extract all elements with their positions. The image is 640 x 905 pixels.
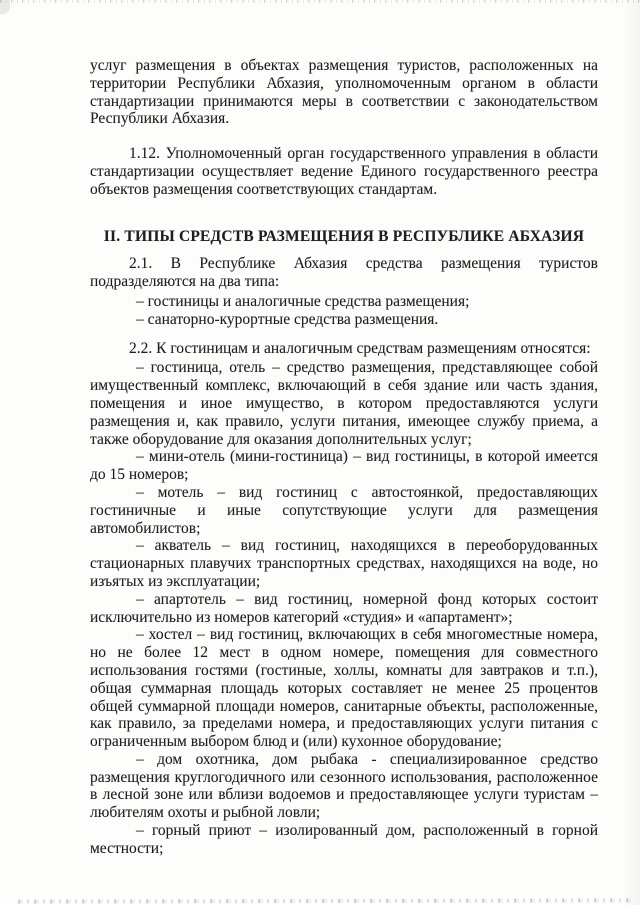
scan-artifact-top-edge xyxy=(0,0,640,3)
paragraph: 2.1. В Республике Абхазия средства размещения туристов подразделяются на два типа: xyxy=(90,255,598,291)
list-item: – санаторно-курортные средства размещения. xyxy=(136,310,439,328)
list-item: – гостиницы и аналогичные средства размещения; xyxy=(136,292,470,310)
list-item: – гостиница, отель – средство размещения, представляющее собой имущественный комплекс, включающий в себя здание или часть здания, помещения и иное имущество, в котором предоставляются услуги размещения и, как правило, услуги питания, имеющее службу приема, а также оборудование для оказания дополнительных услуг; xyxy=(90,359,598,448)
list-item: – апартотель – вид гостиниц, номерной фонд которых состоит исключительно из номеров категорий «студия» и «апартамент»; xyxy=(90,590,598,626)
section-heading: II. ТИПЫ СРЕДСТВ РАЗМЕЩЕНИЯ В РЕСПУБЛИКЕ АБХАЗИЯ xyxy=(103,227,585,245)
document-body xyxy=(90,57,598,858)
list-item: – хостел – вид гостиниц, включающих в себя многоместные номера, но не более 12 мест в одном номере, помещения для совместного использования гостями (гостиные, холлы, комнаты для завтраков и т.п.), общая суммарная площадь которых составляет не менее 25 процентов общей суммарной площади номеров, санитарные объекты, расположенные, как правило, за пределами номера, и предоставляющих услуги питания с ограниченным выбором блюд и (или) кухонное оборудование; xyxy=(90,626,598,751)
list-item: – горный приют – изолированный дом, расположенный в горной местности; xyxy=(90,822,598,857)
scan-artifact-corner-smudge xyxy=(0,0,10,14)
list-item: – мотель – вид гостиниц с автостоянкой, предоставляющих гостиничные и иные сопутствующие услуги для размещения автомобилистов; xyxy=(90,483,598,537)
paragraph-continuation: услуг размещения в объектах размещения туристов, расположенных на территории Республики Абхазия, уполномоченным органом в области стандартизации принимаются меры в соответствии с законодательством Республики Абхазия. xyxy=(90,57,598,128)
scan-artifact-bottom-edge xyxy=(18,898,632,903)
paragraph: 1.12. Уполномоченный орган государственного управления в области стандартизации осуществляет ведение Единого государственного реестра объектов размещения соответствующих стандартам. xyxy=(90,145,598,198)
list-item: – акватель – вид гостиниц, находящихся в переоборудованных стационарных плавучих транспортных средствах, находящихся на воде, но изъятых из эксплуатации; xyxy=(90,537,598,590)
list-item: – дом охотника, дом рыбака - специализированное средство размещения круглогодичного или сезонного использования, расположенное в лесной зоне или вблизи водоемов и предоставляющее услуги туристам – любителям охоты и рыбной ловли; xyxy=(90,750,598,822)
paragraph: 2.2. К гостиницам и аналогичным средствам размещениям относятся: xyxy=(129,339,591,357)
list-item: – мини-отель (мини-гостиница) – вид гостиницы, в которой имеется до 15 номеров; xyxy=(90,448,598,484)
